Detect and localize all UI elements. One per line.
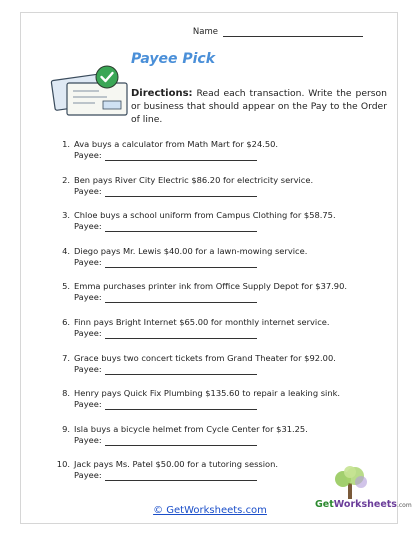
logo-suffix: .com (396, 502, 412, 509)
item-text: Chloe buys a school uniform from Campus Clothing for $58.75. (74, 210, 336, 221)
item-text: Finn pays Bright Internet $65.00 for monthly internet service. (74, 316, 330, 327)
list-item (59, 388, 379, 424)
check-illustration-icon (47, 63, 133, 121)
payee-label: Payee: (74, 399, 102, 410)
name-label: Name (192, 27, 218, 37)
item-text: Jack pays Ms. Patel $50.00 for a tutoring session. (74, 459, 279, 470)
payee-answer-line[interactable] (105, 472, 257, 481)
directions (131, 87, 387, 126)
name-row (193, 27, 363, 37)
question-list (56, 139, 379, 495)
payee-label: Payee: (74, 221, 102, 232)
payee-label: Payee: (74, 327, 102, 338)
footer-copyright-link[interactable]: © GetWorksheets.com (153, 505, 267, 516)
logo-get: Get (315, 499, 334, 510)
item-text: Diego pays Mr. Lewis $40.00 for a lawn-mowing service. (74, 245, 308, 256)
list-item (59, 175, 379, 211)
item-text: Emma purchases printer ink from Office Supply Depot for $37.90. (74, 281, 347, 292)
list-item (59, 246, 379, 282)
directions-text: Read each transaction. Write the person or business that should appear on the Pay to the Order of line. (131, 88, 387, 125)
item-number: 8. (62, 388, 70, 399)
item-text: Ava buys a calculator from Math Mart for $24.50. (74, 139, 279, 149)
item-number: 5. (62, 281, 70, 292)
tree-logo-icon (315, 465, 385, 501)
payee-answer-line[interactable] (105, 330, 257, 339)
getworksheets-logo (315, 465, 412, 519)
list-item (59, 317, 379, 353)
item-number: 3. (62, 210, 70, 221)
payee-answer-line[interactable] (105, 294, 257, 303)
item-number: 9. (62, 423, 70, 434)
list-item (59, 353, 379, 389)
payee-label: Payee: (74, 292, 102, 303)
payee-label: Payee: (74, 434, 102, 445)
worksheet-page (20, 12, 412, 524)
payee-answer-line[interactable] (105, 366, 257, 375)
payee-answer-line[interactable] (105, 437, 257, 446)
list-item (59, 210, 379, 246)
name-line[interactable] (223, 27, 363, 37)
item-number: 7. (62, 352, 70, 363)
payee-label: Payee: (74, 150, 102, 160)
payee-label: Payee: (74, 256, 102, 267)
payee-answer-line[interactable] (105, 188, 257, 197)
payee-answer-line[interactable] (105, 259, 257, 268)
payee-label: Payee: (74, 470, 102, 481)
list-item (59, 424, 379, 460)
payee-answer-line[interactable] (105, 223, 257, 232)
worksheet-title: Payee Pick (131, 51, 216, 67)
directions-label: Directions: (131, 88, 193, 99)
item-number: 4. (62, 245, 70, 256)
list-item (59, 281, 379, 317)
payee-label: Payee: (74, 185, 102, 196)
item-number: 10. (56, 459, 70, 470)
payee-answer-line[interactable] (105, 401, 257, 410)
logo-text (315, 499, 412, 510)
item-text: Grace buys two concert tickets from Grand Theater for $92.00. (74, 352, 336, 363)
list-item (59, 139, 379, 175)
item-text: Isla buys a bicycle helmet from Cycle Center for $31.25. (74, 423, 308, 434)
item-number: 1. (62, 139, 70, 149)
item-text: Ben pays River City Electric $86.20 for electricity service. (74, 174, 314, 185)
payee-label: Payee: (74, 363, 102, 374)
logo-worksheets: Worksheets (333, 499, 397, 510)
item-number: 6. (62, 316, 70, 327)
item-text: Henry pays Quick Fix Plumbing $135.60 to repair a leaking sink. (74, 388, 341, 399)
item-number: 2. (62, 174, 70, 185)
payee-answer-line[interactable] (105, 152, 257, 161)
